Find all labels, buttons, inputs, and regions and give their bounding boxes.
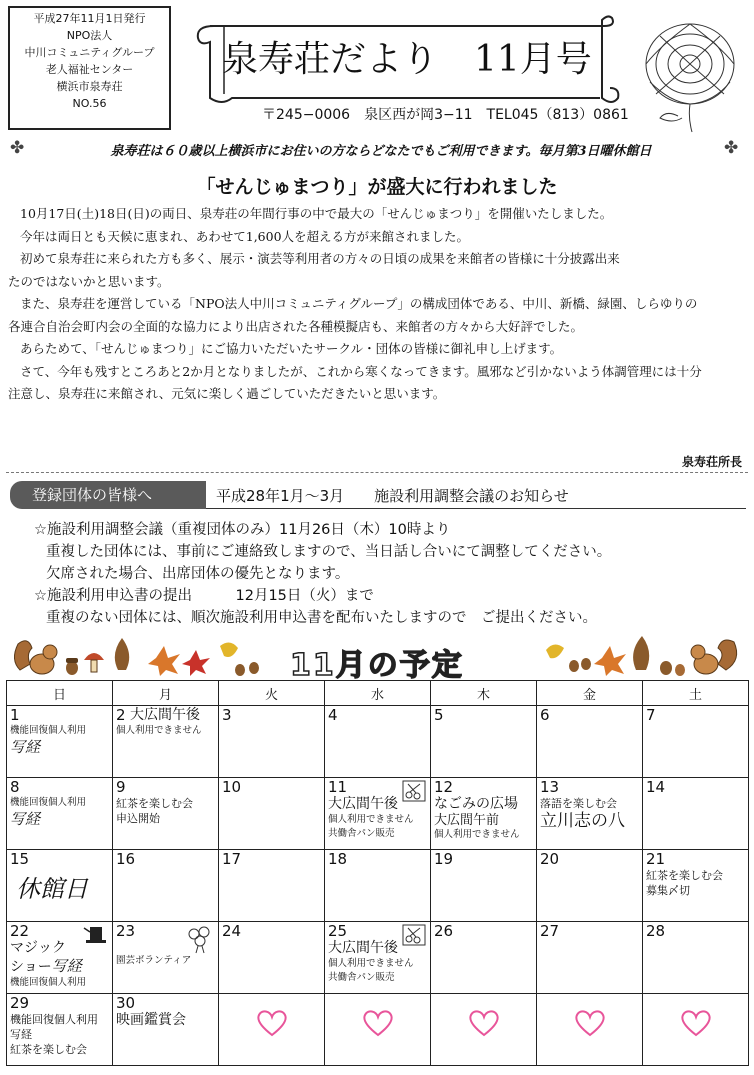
notice-line: ☆施設利用申込書の提出 12月15日（火）まで [34, 588, 374, 604]
article-line: 注意し、泉寿荘に来館され、元気に楽しく過ごしていただきたいと思います。 [8, 386, 446, 401]
day-cell [537, 922, 643, 994]
day-number: 26 [434, 922, 454, 940]
squirrel-icon [14, 641, 57, 674]
day-number: 19 [434, 850, 454, 868]
day-cell [325, 778, 431, 850]
org-npo: NPO法人 [66, 29, 113, 42]
clover-icon-right: ✤ [724, 138, 739, 158]
weekday-fri: 金 [537, 681, 643, 706]
day-number: 18 [328, 850, 348, 868]
day-number: 22 [10, 922, 30, 940]
publisher-box [8, 6, 171, 130]
event-text: ショー [10, 959, 52, 975]
mushroom-icon [84, 653, 104, 672]
day-number: 14 [646, 778, 666, 796]
week-row [7, 922, 749, 994]
day-number: 23 [116, 922, 136, 940]
event-text: 写経 [10, 1028, 32, 1041]
day-number: 6 [540, 706, 550, 724]
heart-icon [255, 1009, 289, 1037]
day-cell [431, 850, 537, 922]
notice-line: 欠席された場合、出席団体の優先となります。 [46, 566, 350, 582]
day-cell [7, 778, 113, 850]
notice-line: ☆施設利用調整会議（重複団体のみ）11月26日（木）10時より [34, 522, 451, 538]
weekday-header [7, 681, 749, 706]
day-cell [113, 994, 219, 1066]
day-cell [113, 850, 219, 922]
day-cell [113, 706, 219, 778]
day-number: 11 [328, 778, 348, 796]
maple-leaf-icon [182, 650, 210, 676]
article-line: 今年は両日とも天候に恵まれ、あわせて1,600人を超える方が来館されました。 [20, 228, 470, 244]
publish-date: 平成27年11月1日発行 [33, 12, 146, 25]
heart-icon [467, 1009, 501, 1037]
leaf-icon [633, 636, 649, 670]
event-text: 落語を楽しむ会 [540, 797, 617, 810]
day-number: 28 [646, 922, 666, 940]
day-number: 27 [540, 922, 560, 940]
day-cell [325, 994, 431, 1066]
article-line: 初めて泉寿荘に来られた方も多く、展示・演芸等利用者の方々の日頃の成果を来館者の皆様に十分披露出来 [20, 251, 620, 266]
notice-title: 平成28年1月〜3月 施設利用調整会議のお知らせ [216, 487, 569, 505]
notice-line: 重複した団体には、事前にご連絡致しますので、当日話し合いにて調整してください。 [46, 544, 612, 560]
day-number: 15 [10, 850, 30, 868]
day-number: 3 [222, 706, 232, 724]
leaf-icon [115, 638, 129, 670]
event-text: 申込開始 [116, 812, 160, 825]
day-number: 12 [434, 778, 454, 796]
event-text: 機能回復個人利用 [10, 725, 87, 736]
calendar-table [6, 680, 749, 1066]
event-text: 大広間午前 [434, 813, 500, 828]
article-line: あらためて、「せんじゅまつり」にご協力いただいたサークル・団体の皆様に御礼申し上げます。 [20, 341, 563, 356]
org-facility: 横浜市泉寿荘 [56, 80, 123, 93]
event-text: 個人利用できません [328, 958, 414, 969]
event-text: 紅茶を楽しむ会 [116, 797, 193, 810]
event-text: 大広間午後 [328, 796, 398, 812]
ginkgo-leaf-icon [220, 642, 238, 657]
day-number: 17 [222, 850, 242, 868]
weekday-mon: 月 [113, 681, 219, 706]
day-number: 5 [434, 706, 444, 724]
event-text: 個人利用できません [328, 814, 414, 825]
maple-leaf-icon [148, 646, 180, 676]
weekday-sat: 土 [643, 681, 749, 706]
heart-icon [573, 1009, 607, 1037]
intro-line: 泉寿荘は６０歳以上横浜市にお住いの方ならどなたでもご利用できます。毎月第3日曜休館日 [110, 144, 652, 159]
event-text: 写経 [51, 957, 82, 975]
day-cell [219, 778, 325, 850]
event-text: 募集〆切 [646, 884, 690, 897]
day-cell [537, 778, 643, 850]
day-cell [431, 778, 537, 850]
section-divider [6, 472, 748, 473]
article-line: また、泉寿荘を運営している「NPO法人中川コミュニティグループ」の構成団体である、中川、新橋、緑園、しらゆりの [20, 296, 698, 311]
chrysanthemum-illustration [630, 6, 748, 134]
newsletter-title: 泉寿荘だより 11月号 [222, 39, 592, 80]
day-number: 2 [116, 706, 126, 724]
heart-icon [361, 1009, 395, 1037]
maple-leaf-icon [594, 646, 626, 676]
day-number: 24 [222, 922, 242, 940]
day-cell [537, 706, 643, 778]
acorn-icon [569, 658, 591, 672]
event-text: 立川志の八 [540, 811, 625, 831]
weekday-tue: 火 [219, 681, 325, 706]
article-line: さて、今年も残すところあと2か月となりましたが、これから寒くなってきます。風邪など引かないよう体調管理には十分 [20, 363, 702, 379]
day-cell [219, 922, 325, 994]
day-cell [7, 850, 113, 922]
day-cell [7, 706, 113, 778]
day-number: 16 [116, 850, 136, 868]
day-number: 7 [646, 706, 656, 724]
heart-icon [679, 1009, 713, 1037]
day-number: 30 [116, 994, 136, 1012]
week-row [7, 850, 749, 922]
acorn-icon [66, 658, 78, 675]
day-number: 9 [116, 778, 126, 796]
acorn-icon [235, 662, 259, 676]
day-cell [643, 778, 749, 850]
event-text: 写経 [10, 738, 41, 756]
day-cell [431, 994, 537, 1066]
weekday-thu: 木 [431, 681, 537, 706]
article-headline: 「せんじゅまつり」が盛大に行われました [196, 176, 558, 198]
day-cell [219, 994, 325, 1066]
weekday-wed: 水 [325, 681, 431, 706]
calendar-title: 11月の予定 [290, 648, 464, 683]
article-body [8, 203, 744, 406]
day-number: 13 [540, 778, 560, 796]
magic-hat-icon [82, 924, 108, 946]
notice-tag: 登録団体の皆様へ [10, 481, 206, 509]
day-number: 1 [10, 706, 20, 724]
day-number: 21 [646, 850, 666, 868]
event-text: 大広間午後 [130, 707, 200, 723]
closed-day-label: 休館日 [16, 875, 88, 903]
acorn-icon [660, 661, 685, 676]
event-text: 個人利用できません [116, 725, 202, 736]
scissors-icon [402, 780, 426, 802]
day-number: 25 [328, 922, 348, 940]
day-number: 8 [10, 778, 20, 796]
article-line: たのではないかと思います。 [8, 273, 170, 289]
org-group: 中川コミュニティグループ [24, 46, 155, 59]
day-number: 10 [222, 778, 242, 796]
event-text: 紅茶を楽しむ会 [10, 1043, 87, 1056]
address-line: 〒245−0006 泉区西が岡3−11 TEL045（813）0861 [262, 107, 629, 123]
event-line [10, 957, 109, 976]
day-cell [219, 850, 325, 922]
org-center: 老人福祉センター [45, 63, 134, 76]
event-text: なごみの広場 [434, 796, 518, 812]
event-text: 写経 [10, 810, 41, 828]
day-cell [113, 778, 219, 850]
issue-number: NO.56 [72, 97, 107, 110]
flower-pot-icon [184, 924, 214, 954]
event-text: 個人利用できません [434, 829, 520, 840]
scissors-icon [402, 924, 426, 946]
notice-line: 重複のない団体には、順次施設利用申込書を配布いたしますので ご提出ください。 [46, 610, 597, 626]
day-number: 29 [10, 994, 30, 1012]
article-line: 10月17日(土)18日(日)の両日、泉寿荘の年間行事の中で最大の「せんじゅまつり」を開催いたしました。 [20, 206, 613, 221]
day-cell [325, 706, 431, 778]
day-cell [431, 706, 537, 778]
event-text: 機能回復個人利用 [10, 797, 87, 808]
day-cell [325, 922, 431, 994]
day-number: 20 [540, 850, 560, 868]
week-row [7, 778, 749, 850]
week-row [7, 706, 749, 778]
day-cell [325, 850, 431, 922]
event-text: 映画鑑賞会 [116, 1012, 186, 1028]
day-number: 4 [328, 706, 338, 724]
ginkgo-leaf-icon [546, 644, 564, 658]
article-signature: 泉寿荘所長 [681, 455, 742, 469]
event-text: 大広間午後 [328, 940, 398, 956]
event-text: 共働舎パン販売 [328, 972, 395, 983]
day-cell [537, 994, 643, 1066]
day-cell [537, 850, 643, 922]
day-cell [643, 994, 749, 1066]
squirrel-icon [691, 640, 737, 674]
article-line: 各連合自治会町内会の全面的な協力により出店された各種模擬店も、来館者の方々から大好評でした。 [8, 318, 584, 334]
day-cell [7, 922, 113, 994]
event-text: 園芸ボランティア [116, 955, 192, 966]
day-cell [113, 922, 219, 994]
day-cell [643, 922, 749, 994]
event-text: 機能回復個人利用 [10, 1013, 98, 1026]
event-text: 紅茶を楽しむ会 [646, 869, 723, 882]
event-text: 機能回復個人利用 [10, 977, 87, 988]
event-text: マジック [10, 940, 66, 956]
week-row [7, 994, 749, 1066]
notice-underline [206, 508, 746, 509]
clover-icon-left: ✤ [10, 138, 25, 158]
event-text: 共働舎パン販売 [328, 828, 395, 839]
weekday-sun: 日 [7, 681, 113, 706]
day-cell [431, 922, 537, 994]
day-cell [643, 850, 749, 922]
day-cell [643, 706, 749, 778]
day-cell [219, 706, 325, 778]
day-cell [7, 994, 113, 1066]
